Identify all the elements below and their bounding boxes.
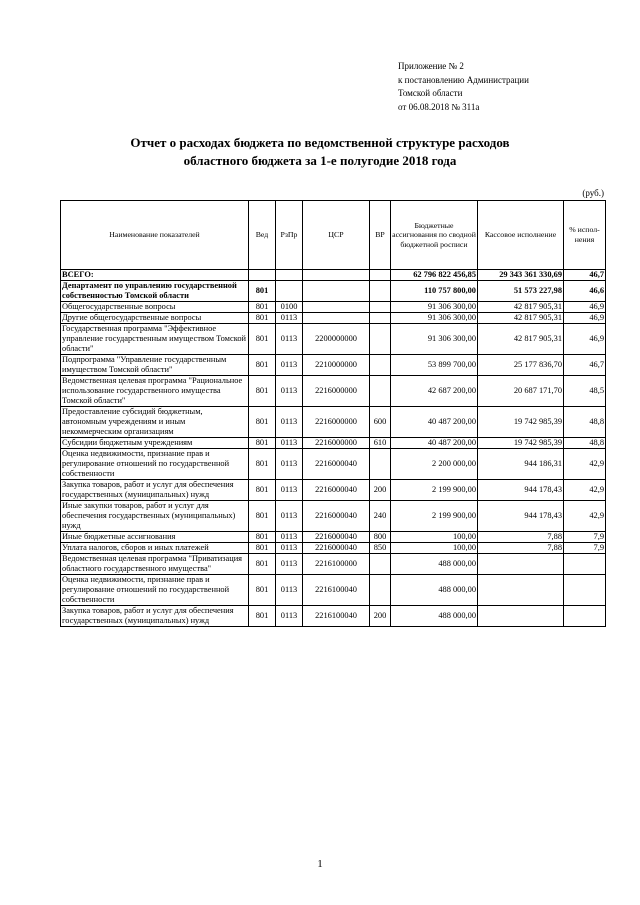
table-row <box>61 606 606 627</box>
cell-vr: 610 <box>370 438 391 449</box>
cell-csr: 2216000000 <box>303 407 370 438</box>
appendix-line: Томской области <box>398 88 463 98</box>
cell-vr <box>370 324 391 355</box>
cell-pct: 48,8 <box>564 407 606 438</box>
cell-csr: 2216000040 <box>303 480 370 501</box>
cell-vr <box>370 449 391 480</box>
cell-name: ВСЕГО: <box>61 270 249 281</box>
cell-pct <box>564 575 606 606</box>
cell-vr <box>370 281 391 302</box>
cell-vr <box>370 554 391 575</box>
cell-ved: 801 <box>249 554 276 575</box>
cell-ved: 801 <box>249 281 276 302</box>
table-row <box>61 324 606 355</box>
table-row <box>61 302 606 313</box>
table-row <box>61 407 606 438</box>
col-header-rzpr: РзПр <box>276 201 303 270</box>
col-header-name: Наименование показателей <box>61 201 249 270</box>
cell-ved: 801 <box>249 324 276 355</box>
cell-name: Государственная программа "Эффективное управление государственным имуществом Томской области" <box>61 324 249 355</box>
cell-name: Департамент по управлению государственной собственностью Томской области <box>61 281 249 302</box>
table-row <box>61 449 606 480</box>
cell-fact: 19 742 985,39 <box>478 438 564 449</box>
cell-rzpr: 0113 <box>276 324 303 355</box>
cell-plan: 100,00 <box>391 532 478 543</box>
cell-ved: 801 <box>249 302 276 313</box>
col-header-plan: Бюджетные ассигнования по сводной бюджетной росписи <box>391 201 478 270</box>
cell-name: Другие общегосударственные вопросы <box>61 313 249 324</box>
cell-fact <box>478 575 564 606</box>
cell-rzpr: 0113 <box>276 554 303 575</box>
cell-vr: 600 <box>370 407 391 438</box>
report-title <box>60 134 580 170</box>
cell-ved: 801 <box>249 575 276 606</box>
appendix-line: Приложение № 2 <box>398 61 464 71</box>
cell-name: Ведомственная целевая программа "Приватизация областного государственного имущества" <box>61 554 249 575</box>
cell-rzpr <box>276 270 303 281</box>
cell-csr: 2216000040 <box>303 501 370 532</box>
cell-vr: 200 <box>370 480 391 501</box>
cell-ved: 801 <box>249 438 276 449</box>
cell-fact: 7,88 <box>478 543 564 554</box>
cell-rzpr: 0113 <box>276 313 303 324</box>
cell-rzpr: 0113 <box>276 543 303 554</box>
cell-vr <box>370 302 391 313</box>
cell-fact: 944 178,43 <box>478 501 564 532</box>
cell-fact: 20 687 171,70 <box>478 376 564 407</box>
cell-csr <box>303 281 370 302</box>
units-label: (руб.) <box>582 188 604 198</box>
cell-csr: 2216000040 <box>303 543 370 554</box>
cell-vr: 800 <box>370 532 391 543</box>
cell-plan: 2 199 900,00 <box>391 480 478 501</box>
col-header-ved: Вед <box>249 201 276 270</box>
cell-vr <box>370 376 391 407</box>
col-header-fact: Кассовое исполнение <box>478 201 564 270</box>
cell-vr: 850 <box>370 543 391 554</box>
cell-ved: 801 <box>249 449 276 480</box>
cell-fact: 51 573 227,98 <box>478 281 564 302</box>
col-header-pct: % испол-нения <box>564 201 606 270</box>
appendix-line: к постановлению Администрации <box>398 74 529 85</box>
table-row <box>61 554 606 575</box>
cell-pct: 7,9 <box>564 532 606 543</box>
cell-rzpr: 0113 <box>276 376 303 407</box>
cell-ved: 801 <box>249 501 276 532</box>
cell-pct: 46,9 <box>564 313 606 324</box>
cell-pct <box>564 606 606 627</box>
cell-pct: 7,9 <box>564 543 606 554</box>
table-row <box>61 376 606 407</box>
cell-name: Оценка недвижимости, признание прав и регулирование отношений по государственной собственности <box>61 449 249 480</box>
cell-name: Общегосударственные вопросы <box>61 302 249 313</box>
cell-rzpr: 0113 <box>276 407 303 438</box>
cell-plan: 488 000,00 <box>391 606 478 627</box>
cell-csr: 2210000000 <box>303 355 370 376</box>
cell-ved <box>249 270 276 281</box>
cell-csr: 2216100000 <box>303 554 370 575</box>
cell-csr <box>303 302 370 313</box>
cell-pct: 42,9 <box>564 480 606 501</box>
cell-plan: 42 687 200,00 <box>391 376 478 407</box>
cell-name: Оценка недвижимости, признание прав и регулирование отношений по государственной собственности <box>61 575 249 606</box>
cell-pct: 46,7 <box>564 270 606 281</box>
cell-plan: 110 757 800,00 <box>391 281 478 302</box>
cell-ved: 801 <box>249 355 276 376</box>
cell-name: Субсидии бюджетным учреждениям <box>61 438 249 449</box>
table-header-row <box>61 201 606 270</box>
cell-plan: 62 796 822 456,85 <box>391 270 478 281</box>
cell-rzpr <box>276 281 303 302</box>
cell-csr: 2200000000 <box>303 324 370 355</box>
cell-ved: 801 <box>249 543 276 554</box>
appendix-line: от 06.08.2018 № 311а <box>398 101 480 112</box>
page-number: 1 <box>317 858 323 870</box>
cell-pct: 42,9 <box>564 449 606 480</box>
cell-csr <box>303 270 370 281</box>
budget-table <box>60 200 606 627</box>
cell-name: Иные бюджетные ассигнования <box>61 532 249 543</box>
cell-plan: 2 200 000,00 <box>391 449 478 480</box>
cell-rzpr: 0113 <box>276 501 303 532</box>
cell-plan: 488 000,00 <box>391 575 478 606</box>
cell-fact: 25 177 836,70 <box>478 355 564 376</box>
cell-vr <box>370 355 391 376</box>
cell-fact: 42 817 905,31 <box>478 313 564 324</box>
cell-fact: 944 178,43 <box>478 480 564 501</box>
cell-csr: 2216000040 <box>303 449 370 480</box>
table-row <box>61 355 606 376</box>
table-row <box>61 480 606 501</box>
appendix-block <box>398 60 529 114</box>
table-row <box>61 501 606 532</box>
cell-vr <box>370 313 391 324</box>
cell-fact: 42 817 905,31 <box>478 324 564 355</box>
table-row <box>61 270 606 281</box>
cell-rzpr: 0113 <box>276 532 303 543</box>
cell-ved: 801 <box>249 480 276 501</box>
cell-fact: 944 186,31 <box>478 449 564 480</box>
table-row <box>61 532 606 543</box>
table-row <box>61 575 606 606</box>
cell-plan: 2 199 900,00 <box>391 501 478 532</box>
cell-pct: 46,9 <box>564 324 606 355</box>
cell-rzpr: 0113 <box>276 480 303 501</box>
cell-csr <box>303 313 370 324</box>
cell-vr: 200 <box>370 606 391 627</box>
cell-name: Иные закупки товаров, работ и услуг для обеспечения государственных (муниципальных) нужд <box>61 501 249 532</box>
cell-name: Закупка товаров, работ и услуг для обеспечения государственных (муниципальных) нужд <box>61 480 249 501</box>
cell-ved: 801 <box>249 407 276 438</box>
cell-plan: 100,00 <box>391 543 478 554</box>
cell-fact <box>478 606 564 627</box>
cell-plan: 53 899 700,00 <box>391 355 478 376</box>
cell-rzpr: 0113 <box>276 606 303 627</box>
cell-name: Закупка товаров, работ и услуг для обеспечения государственных (муниципальных) нужд <box>61 606 249 627</box>
cell-pct: 46,9 <box>564 302 606 313</box>
cell-pct: 48,8 <box>564 438 606 449</box>
cell-ved: 801 <box>249 532 276 543</box>
cell-ved: 801 <box>249 606 276 627</box>
report-title-line: областного бюджета за 1-е полугодие 2018 года <box>183 153 457 168</box>
col-header-vr: ВР <box>370 201 391 270</box>
cell-csr: 2216000040 <box>303 532 370 543</box>
cell-plan: 488 000,00 <box>391 554 478 575</box>
table-row <box>61 438 606 449</box>
cell-fact: 7,88 <box>478 532 564 543</box>
cell-vr <box>370 270 391 281</box>
cell-rzpr: 0113 <box>276 575 303 606</box>
cell-fact <box>478 554 564 575</box>
table-row <box>61 313 606 324</box>
cell-csr: 2216000000 <box>303 376 370 407</box>
report-title-line: Отчет о расходах бюджета по ведомственной структуре расходов <box>130 135 510 150</box>
cell-pct: 42,9 <box>564 501 606 532</box>
cell-plan: 91 306 300,00 <box>391 324 478 355</box>
cell-rzpr: 0113 <box>276 355 303 376</box>
cell-vr <box>370 575 391 606</box>
cell-plan: 40 487 200,00 <box>391 407 478 438</box>
cell-rzpr: 0100 <box>276 302 303 313</box>
cell-vr: 240 <box>370 501 391 532</box>
cell-csr: 2216100040 <box>303 606 370 627</box>
cell-name: Подпрограмма "Управление государственным имуществом Томской области" <box>61 355 249 376</box>
table-row <box>61 281 606 302</box>
cell-pct: 46,6 <box>564 281 606 302</box>
cell-ved: 801 <box>249 376 276 407</box>
cell-rzpr: 0113 <box>276 449 303 480</box>
cell-fact: 19 742 985,39 <box>478 407 564 438</box>
cell-fact: 42 817 905,31 <box>478 302 564 313</box>
cell-fact: 29 343 361 330,69 <box>478 270 564 281</box>
cell-ved: 801 <box>249 313 276 324</box>
col-header-csr: ЦСР <box>303 201 370 270</box>
cell-name: Предоставление субсидий бюджетным, автономным учреждениям и иным некоммерческим организациям <box>61 407 249 438</box>
cell-name: Ведомственная целевая программа "Рациональное использование государственного имущества Томской области" <box>61 376 249 407</box>
cell-plan: 40 487 200,00 <box>391 438 478 449</box>
cell-rzpr: 0113 <box>276 438 303 449</box>
cell-pct <box>564 554 606 575</box>
table-row <box>61 543 606 554</box>
cell-csr: 2216000000 <box>303 438 370 449</box>
cell-name: Уплата налогов, сборов и иных платежей <box>61 543 249 554</box>
cell-pct: 48,5 <box>564 376 606 407</box>
cell-plan: 91 306 300,00 <box>391 302 478 313</box>
cell-plan: 91 306 300,00 <box>391 313 478 324</box>
cell-pct: 46,7 <box>564 355 606 376</box>
cell-csr: 2216100040 <box>303 575 370 606</box>
